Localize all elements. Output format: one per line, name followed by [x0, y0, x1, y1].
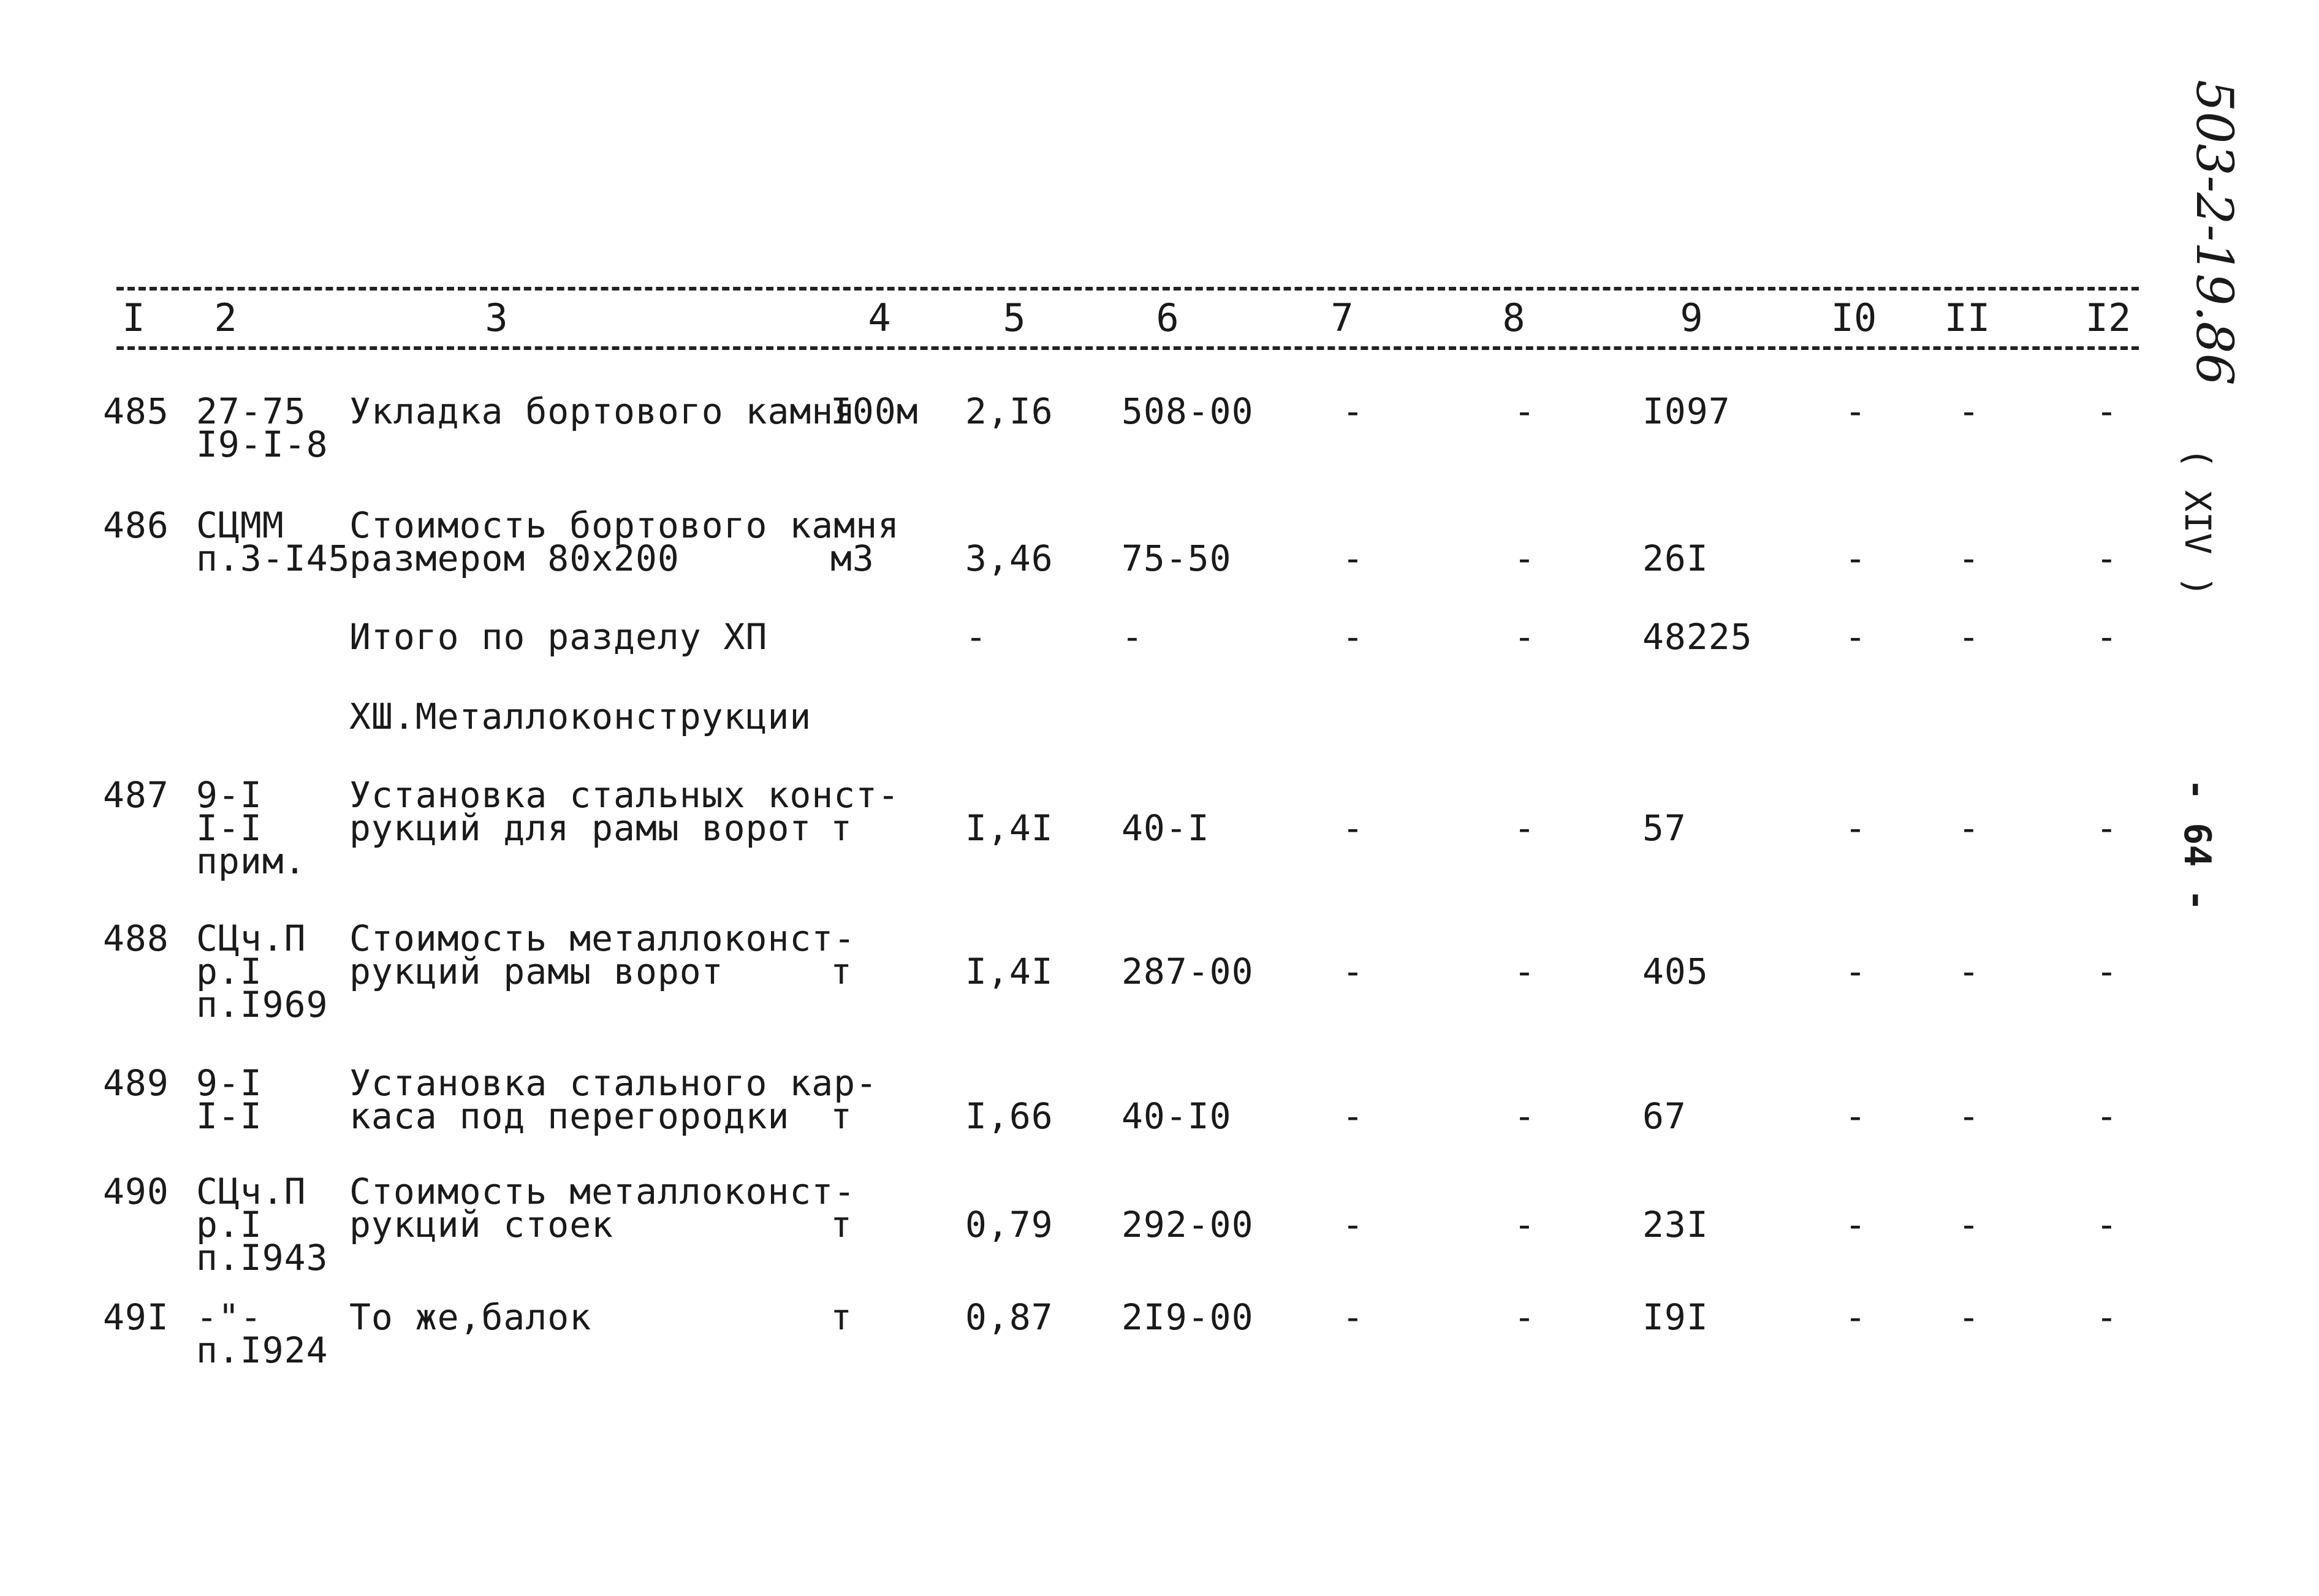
quantity: -: [965, 616, 987, 658]
column-8-value: -: [1514, 390, 1536, 432]
total-cost: 48225: [1642, 616, 1753, 658]
column-header-8: 8: [1502, 295, 1525, 340]
column-11-value: -: [1958, 1296, 1980, 1338]
total-cost: 26I: [1642, 538, 1709, 579]
column-header-5: 5: [1003, 295, 1026, 340]
unit-of-measure: м3: [830, 538, 875, 579]
column-header-1: I: [122, 295, 145, 340]
quantity: 3,46: [965, 538, 1053, 579]
norm-code: п.3-I45: [196, 538, 351, 579]
header-top-rule: [116, 287, 2139, 291]
column-8-value: -: [1514, 616, 1536, 658]
quantity: 2,I6: [965, 390, 1053, 432]
norm-code: СЦч.П: [196, 918, 306, 959]
column-header-12: I2: [2085, 295, 2131, 340]
column-7-value: -: [1342, 951, 1364, 992]
unit-of-measure: т: [830, 1095, 852, 1137]
column-7-value: -: [1342, 390, 1364, 432]
column-7-value: -: [1342, 807, 1364, 849]
norm-code: п.I969: [196, 984, 328, 1025]
work-description: Установка стальных конст-: [349, 774, 900, 816]
column-12-value: -: [2096, 616, 2118, 658]
row-number: 49I: [103, 1296, 169, 1338]
unit-of-measure: т: [830, 1204, 852, 1245]
column-11-value: -: [1958, 390, 1980, 432]
page-number: - 64 -: [2176, 778, 2218, 911]
quantity: 0,87: [965, 1296, 1053, 1338]
norm-code: -"-: [196, 1296, 262, 1338]
total-cost: 23I: [1642, 1204, 1709, 1245]
norm-code: 9-I: [196, 1062, 262, 1104]
column-10-value: -: [1845, 1296, 1867, 1338]
work-description: ХШ.Металлоконструкции: [349, 696, 812, 737]
unit-of-measure: I00м: [830, 390, 919, 432]
unit-price: 40-I: [1122, 807, 1210, 849]
norm-code: СЦММ: [196, 504, 284, 546]
column-11-value: -: [1958, 807, 1980, 849]
work-description: Стоимость металлоконст-: [349, 1171, 856, 1212]
column-8-value: -: [1514, 1095, 1536, 1137]
column-10-value: -: [1845, 1095, 1867, 1137]
column-12-value: -: [2096, 1296, 2118, 1338]
norm-code: I-I: [196, 807, 262, 849]
column-7-value: -: [1342, 1095, 1364, 1137]
row-number: 490: [103, 1171, 169, 1212]
column-12-value: -: [2096, 951, 2118, 992]
quantity: I,66: [965, 1095, 1053, 1137]
unit-of-measure: т: [830, 951, 852, 992]
column-7-value: -: [1342, 616, 1364, 658]
norm-code: п.I924: [196, 1329, 328, 1371]
column-12-value: -: [2096, 1204, 2118, 1245]
work-description: каса под перегородки: [349, 1095, 790, 1137]
column-10-value: -: [1845, 616, 1867, 658]
column-11-value: -: [1958, 1095, 1980, 1137]
header-bottom-rule: [116, 346, 2139, 350]
work-description: Итого по разделу ХП: [349, 616, 768, 658]
column-8-value: -: [1514, 951, 1536, 992]
section-roman-numeral: ( XIV ): [2177, 447, 2218, 598]
column-11-value: -: [1958, 616, 1980, 658]
unit-of-measure: т: [830, 1296, 852, 1338]
unit-price: 75-50: [1122, 538, 1232, 579]
column-12-value: -: [2096, 1095, 2118, 1137]
work-description: рукций для рамы ворот: [349, 807, 812, 849]
column-11-value: -: [1958, 951, 1980, 992]
unit-price: 508-00: [1122, 390, 1254, 432]
column-header-2: 2: [214, 295, 237, 340]
column-10-value: -: [1845, 807, 1867, 849]
column-10-value: -: [1845, 1204, 1867, 1245]
norm-code: 9-I: [196, 774, 262, 816]
norm-code: СЦч.П: [196, 1171, 306, 1212]
column-header-4: 4: [868, 295, 891, 340]
norm-code: п.I943: [196, 1237, 328, 1279]
total-cost: 57: [1642, 807, 1687, 849]
column-10-value: -: [1845, 538, 1867, 579]
work-description: То же,балок: [349, 1296, 592, 1338]
unit-price: 40-I0: [1122, 1095, 1232, 1137]
column-8-value: -: [1514, 538, 1536, 579]
row-number: 485: [103, 390, 169, 432]
column-8-value: -: [1514, 1204, 1536, 1245]
column-11-value: -: [1958, 1204, 1980, 1245]
column-header-6: 6: [1156, 295, 1179, 340]
column-header-3: 3: [485, 295, 508, 340]
column-header-10: I0: [1831, 295, 1877, 340]
unit-price: 287-00: [1122, 951, 1254, 992]
work-description: рукций рамы ворот: [349, 951, 724, 992]
total-cost: 67: [1642, 1095, 1687, 1137]
work-description: Стоимость бортового камня: [349, 504, 900, 546]
column-header-11: II: [1944, 295, 1991, 340]
work-description: Стоимость металлоконст-: [349, 918, 856, 959]
row-number: 486: [103, 504, 169, 546]
row-number: 488: [103, 918, 169, 959]
total-cost: 405: [1642, 951, 1709, 992]
norm-code: р.I: [196, 951, 262, 992]
column-12-value: -: [2096, 538, 2118, 579]
column-12-value: -: [2096, 390, 2118, 432]
work-description: Укладка бортового камня: [349, 390, 856, 432]
column-7-value: -: [1342, 538, 1364, 579]
column-11-value: -: [1958, 538, 1980, 579]
column-header-9: 9: [1680, 295, 1703, 340]
norm-code: р.I: [196, 1204, 262, 1245]
quantity: I,4I: [965, 951, 1053, 992]
total-cost: I9I: [1642, 1296, 1709, 1338]
norm-code: 27-75: [196, 390, 306, 432]
norm-code: I-I: [196, 1095, 262, 1137]
column-7-value: -: [1342, 1204, 1364, 1245]
unit-of-measure: т: [830, 807, 852, 849]
column-8-value: -: [1514, 1296, 1536, 1338]
work-description: размером 80х200: [349, 538, 680, 579]
column-10-value: -: [1845, 390, 1867, 432]
column-header-7: 7: [1330, 295, 1354, 340]
row-number: 489: [103, 1062, 169, 1104]
column-10-value: -: [1845, 951, 1867, 992]
work-description: Установка стального кар-: [349, 1062, 878, 1104]
norm-code: прим.: [196, 840, 306, 882]
norm-code: I9-I-8: [196, 424, 328, 465]
quantity: I,4I: [965, 807, 1053, 849]
work-description: рукций стоек: [349, 1204, 614, 1245]
quantity: 0,79: [965, 1204, 1053, 1245]
column-8-value: -: [1514, 807, 1536, 849]
total-cost: I097: [1642, 390, 1731, 432]
unit-price: -: [1122, 616, 1144, 658]
column-7-value: -: [1342, 1296, 1364, 1338]
document-code: 503-2-19.86: [2185, 80, 2243, 386]
row-number: 487: [103, 774, 169, 816]
unit-price: 292-00: [1122, 1204, 1254, 1245]
unit-price: 2I9-00: [1122, 1296, 1254, 1338]
column-12-value: -: [2096, 807, 2118, 849]
